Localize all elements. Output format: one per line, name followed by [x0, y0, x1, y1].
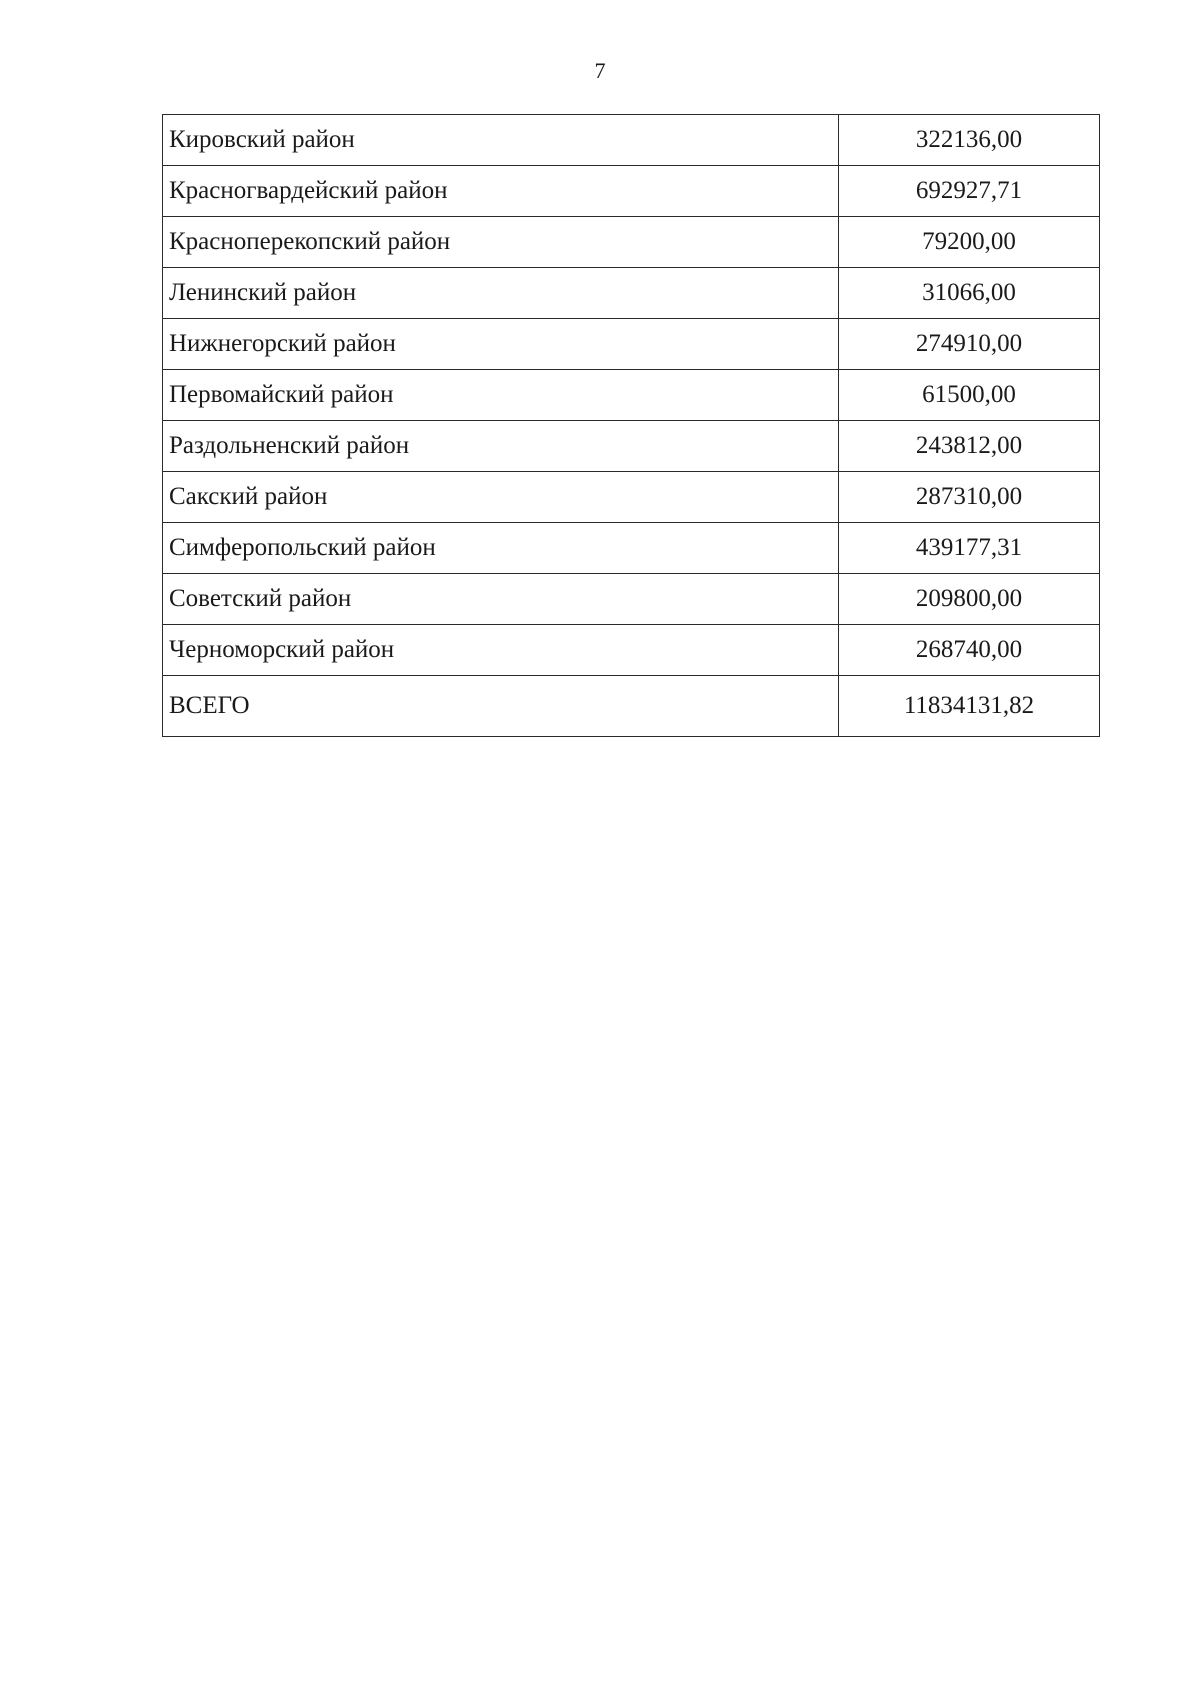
- district-amount: 79200,00: [839, 217, 1100, 268]
- table-row: [163, 319, 1100, 370]
- district-name: Симферопольский район: [163, 523, 839, 574]
- district-amount: 31066,00: [839, 268, 1100, 319]
- district-amount: 268740,00: [839, 625, 1100, 676]
- district-amount: 692927,71: [839, 166, 1100, 217]
- table-row: [163, 421, 1100, 472]
- district-name: Кировский район: [163, 115, 839, 166]
- table-row: [163, 625, 1100, 676]
- district-amount: 243812,00: [839, 421, 1100, 472]
- district-name: Красноперекопский район: [163, 217, 839, 268]
- total-label: ВСЕГО: [163, 676, 839, 737]
- district-amount: 274910,00: [839, 319, 1100, 370]
- table-row: [163, 574, 1100, 625]
- district-name: Советский район: [163, 574, 839, 625]
- table-row: [163, 115, 1100, 166]
- district-name: Ленинский район: [163, 268, 839, 319]
- district-amount: 322136,00: [839, 115, 1100, 166]
- district-amount: 439177,31: [839, 523, 1100, 574]
- district-name: Первомайский район: [163, 370, 839, 421]
- total-amount: 11834131,82: [839, 676, 1100, 737]
- table-row: [163, 166, 1100, 217]
- district-name: Красногвардейский район: [163, 166, 839, 217]
- table-row: [163, 472, 1100, 523]
- table-row: [163, 217, 1100, 268]
- district-amounts-table: [162, 114, 1100, 737]
- district-name: Раздольненский район: [163, 421, 839, 472]
- district-amount: 287310,00: [839, 472, 1100, 523]
- district-name: Нижнегорский район: [163, 319, 839, 370]
- district-amount: 61500,00: [839, 370, 1100, 421]
- district-amount: 209800,00: [839, 574, 1100, 625]
- district-name: Черноморский район: [163, 625, 839, 676]
- district-name: Сакский район: [163, 472, 839, 523]
- table-row: [163, 370, 1100, 421]
- total-row: [163, 676, 1100, 737]
- page-number: 7: [594, 58, 606, 83]
- table-row: [163, 523, 1100, 574]
- table-row: [163, 268, 1100, 319]
